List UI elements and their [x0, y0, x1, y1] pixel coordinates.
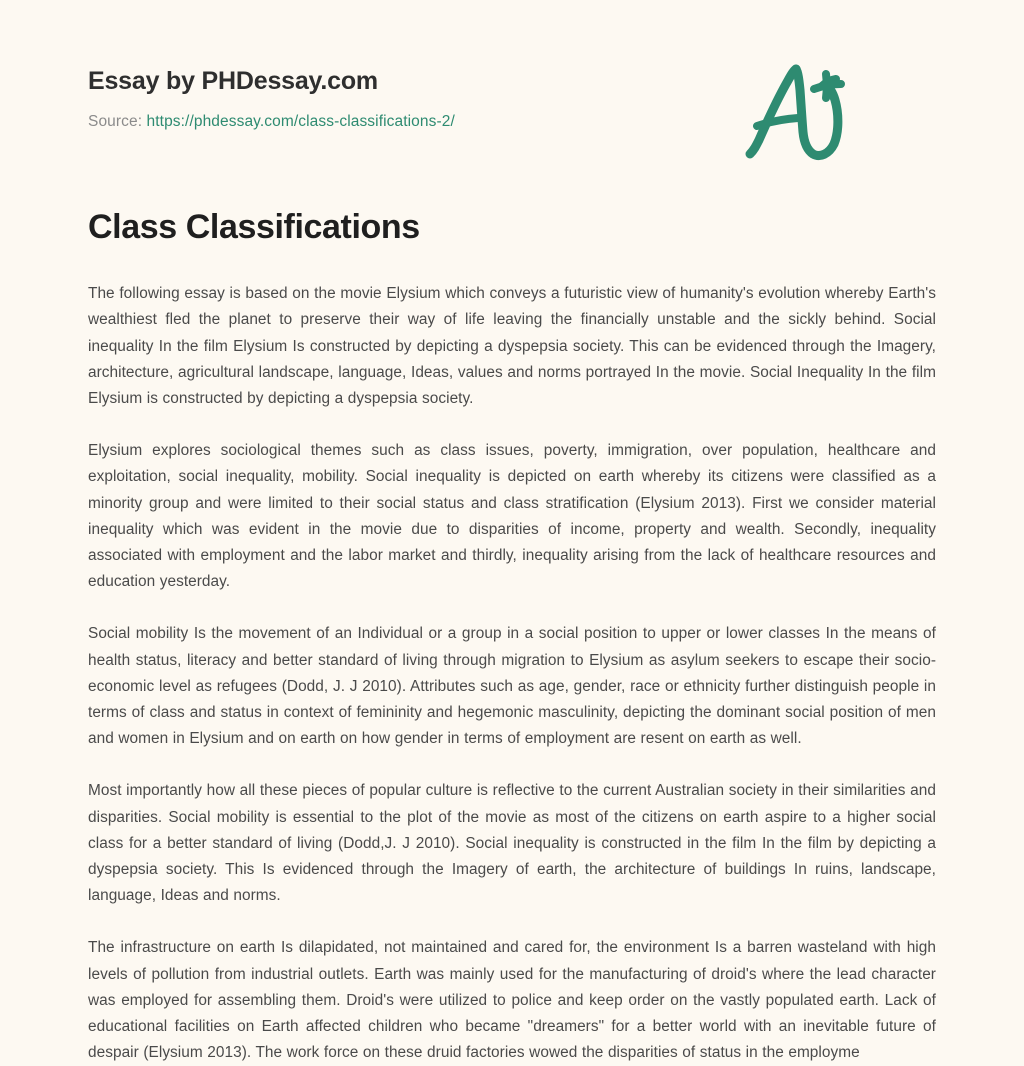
page-header: [88, 0, 936, 130]
source-url-link[interactable]: https://phdessay.com/class-classifications-2/: [146, 112, 455, 130]
brand-title: Essay by PHDessay.com: [88, 67, 378, 95]
paragraph: Most importantly how all these pieces of popular culture is reflective to the current Australian society in their similarities and disparities. Social mobility is essential to the plot of the movie as most of the citizens on earth aspire to a higher social class for a better standard of living (Dodd,J. J 2010). Social inequality is constructed in the film In the film by depicting a dyspepsia society. This Is evidenced through the Imagery of earth, the architecture of buildings In ruins, landscape, language, Ideas and norms.: [88, 782, 936, 905]
page-title: Class Classifications: [88, 208, 420, 246]
essay-body: [88, 247, 936, 1066]
a-plus-logo-icon: [736, 58, 866, 168]
paragraph: The infrastructure on earth Is dilapidated, not maintained and cared for, the environment Is a barren wasteland with high levels of pollution from industrial outlets. Earth was mainly used for the manufacturing of droid's where the lead character was employed for assembling them. Droid's were utilized to police and keep order on the vastly populated earth. Lack of educational facilities on Earth affected children who became "dreamers" for a better world with an inevitable future of despair (Elysium 2013). The work force on these druid factories wowed the disparities of status in the employme: [88, 939, 936, 1062]
source-label: Source:: [88, 112, 143, 130]
paragraph: Social mobility Is the movement of an Individual or a group in a social position to upper or lower classes In the means of health status, literacy and better standard of living through migration to Elysium as asylum seekers to escape their socio-economic level as refugees (Dodd, J. J 2010). Attributes such as age, gender, race or ethnicity further distinguish people in terms of class and status in context of femininity and hegemonic masculinity, depicting the dominant social position of men and women in Elysium and on earth on how gender in terms of employment are resent on earth as well.: [88, 625, 936, 748]
paragraph: The following essay is based on the movie Elysium which conveys a futuristic view of humanity's evolution whereby Earth's wealthiest fled the planet to preserve their way of life leaving the financially unstable and the sickly behind. Social inequality In the film Elysium Is constructed by depicting a dyspepsia society. This can be evidenced through the Imagery, architecture, agricultural landscape, language, Ideas, values and norms portrayed In the movie. Social Inequality In the film Elysium is constructed by depicting a dyspepsia society.: [88, 285, 936, 407]
paragraph: Elysium explores sociological themes such as class issues, poverty, immigration, over population, healthcare and exploitation, social inequality, mobility. Social inequality is depicted on earth whereby its citizens were classified as a minority group and were limited to their social status and class stratification (Elysium 2013). First we consider material inequality which was evident in the movie due to disparities of income, property and wealth. Secondly, inequality associated with employment and the labor market and thirdly, inequality arising from the lack of healthcare resources and education yesterday.: [88, 442, 936, 591]
